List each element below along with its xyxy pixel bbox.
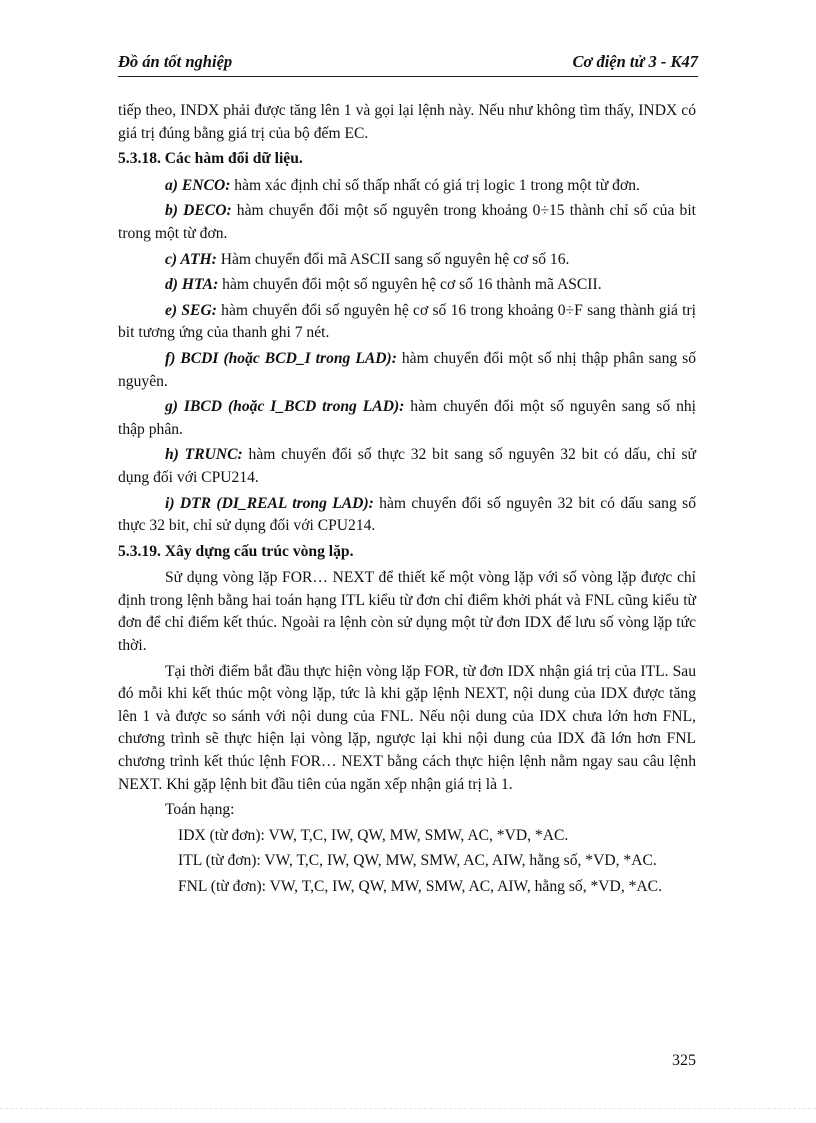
page-number: 325: [672, 1052, 696, 1069]
operand-idx: IDX (từ đơn): VW, T,C, IW, QW, MW, SMW, AC, *VD, *AC.: [178, 826, 569, 844]
loop-paragraph-2: Tại thời điểm bắt đầu thực hiện vòng lặp FOR, từ đơn IDX nhận giá trị của ITL. Sau đó mỗi khi kết thúc một vòng lặp, tức là khi gặp lệnh NEXT, nội dung của IDX được tăng lên 1 và được so sánh với nội dung của FNL. Nếu nội dung của IDX chưa lớn hơn FNL, chương trình sẽ thực hiện lại vòng lặp, ngược lại khi nội dung của IDX đã lớn hơn FNL chương trình kết thúc lệnh FOR… NEXT bằng cách thực hiện lệnh nằm ngay sau câu lệnh NEXT. Khi gặp lệnh bit đầu tiên của ngăn xếp nhận giá trị là 1.: [118, 662, 696, 793]
intro-paragraph: tiếp theo, INDX phải được tăng lên 1 và gọi lại lệnh này. Nếu như không tìm thấy, INDX có giá trị đúng bằng giá trị của bộ đếm EC.: [118, 102, 696, 142]
operand-itl: ITL (từ đơn): VW, T,C, IW, QW, MW, SMW, AC, AIW, hằng số, *VD, *AC.: [178, 852, 657, 870]
list-item: [118, 300, 696, 345]
list-item: [118, 200, 696, 245]
section-heading-5-3-18: 5.3.18. Các hàm đổi dữ liệu.: [118, 150, 303, 168]
item-text: hàm chuyển đổi số nguyên 32 bit có dấu sang số thực 32 bit, chỉ sử dụng đối với CPU214.: [118, 494, 696, 535]
header-course: Cơ điện tử 3 - K47: [572, 52, 698, 71]
loop-paragraph-1: Sử dụng vòng lặp FOR… NEXT để thiết kế một vòng lặp với số vòng lặp được chỉ định trong lệnh bằng hai toán hạng ITL kiểu từ đơn chỉ điểm khởi phát và FNL cũng kiểu từ đơn để chỉ điểm kết thúc. Ngoài ra lệnh còn sử dụng một từ đơn IDX để lưu số vòng lặp tức thời.: [118, 569, 696, 655]
item-term: b) DECO:: [165, 202, 232, 220]
header-thesis-title: Đồ án tốt nghiệp: [118, 52, 233, 71]
item-term: d) HTA:: [165, 276, 219, 294]
document-body: [118, 100, 696, 902]
item-term: h) TRUNC:: [165, 446, 243, 464]
item-text: hàm chuyển đổi số nguyên hệ cơ số 16 trong khoảng 0÷F sang thành giá trị bit tương ứng của thanh ghi 7 nét.: [118, 301, 696, 342]
conversion-function-list: [118, 175, 696, 538]
section-heading-5-3-19: 5.3.19. Xây dựng cấu trúc vòng lặp.: [118, 542, 354, 560]
item-term: g) IBCD (hoặc I_BCD trong LAD):: [165, 398, 405, 416]
item-term: a) ENCO:: [165, 176, 231, 194]
item-term: f) BCDI (hoặc BCD_I trong LAD):: [165, 349, 397, 367]
list-item: [118, 493, 696, 538]
operand-fnl: FNL (từ đơn): VW, T,C, IW, QW, MW, SMW, AC, AIW, hằng số, *VD, *AC.: [178, 878, 662, 895]
item-text: hàm chuyển đổi một số nguyên trong khoảng 0÷15 thành chỉ số của bit trong một từ đơn.: [118, 202, 696, 242]
item-text: Hàm chuyển đổi mã ASCII sang số nguyên hệ cơ số 16.: [216, 250, 570, 268]
list-item: [118, 249, 696, 272]
item-text: hàm chuyển đổi một số nhị thập phân sang số nguyên.: [118, 349, 696, 390]
list-item: [118, 274, 696, 297]
list-item: [118, 348, 696, 393]
list-item: [118, 396, 696, 441]
item-term: c) ATH:: [165, 250, 217, 268]
item-text: hàm chuyển đổi một số nguyên hệ cơ số 16 thành mã ASCII.: [218, 276, 602, 294]
item-term: i) DTR (DI_REAL trong LAD):: [165, 494, 374, 512]
list-item: [118, 175, 696, 198]
list-item: [118, 444, 696, 489]
page-edge-divider: [0, 1108, 816, 1109]
page-header: [118, 50, 698, 77]
item-term: e) SEG:: [165, 301, 217, 319]
operands-label: Toán hạng:: [165, 801, 235, 819]
item-text: hàm chuyển đổi một số nguyên sang số nhị thập phân.: [118, 398, 696, 438]
item-text: hàm xác định chỉ số thấp nhất có giá trị logic 1 trong một từ đơn.: [230, 176, 640, 194]
item-text: hàm chuyển đổi số thực 32 bit sang số nguyên 32 bit có dấu, chỉ sử dụng đối với CPU214.: [118, 446, 696, 486]
